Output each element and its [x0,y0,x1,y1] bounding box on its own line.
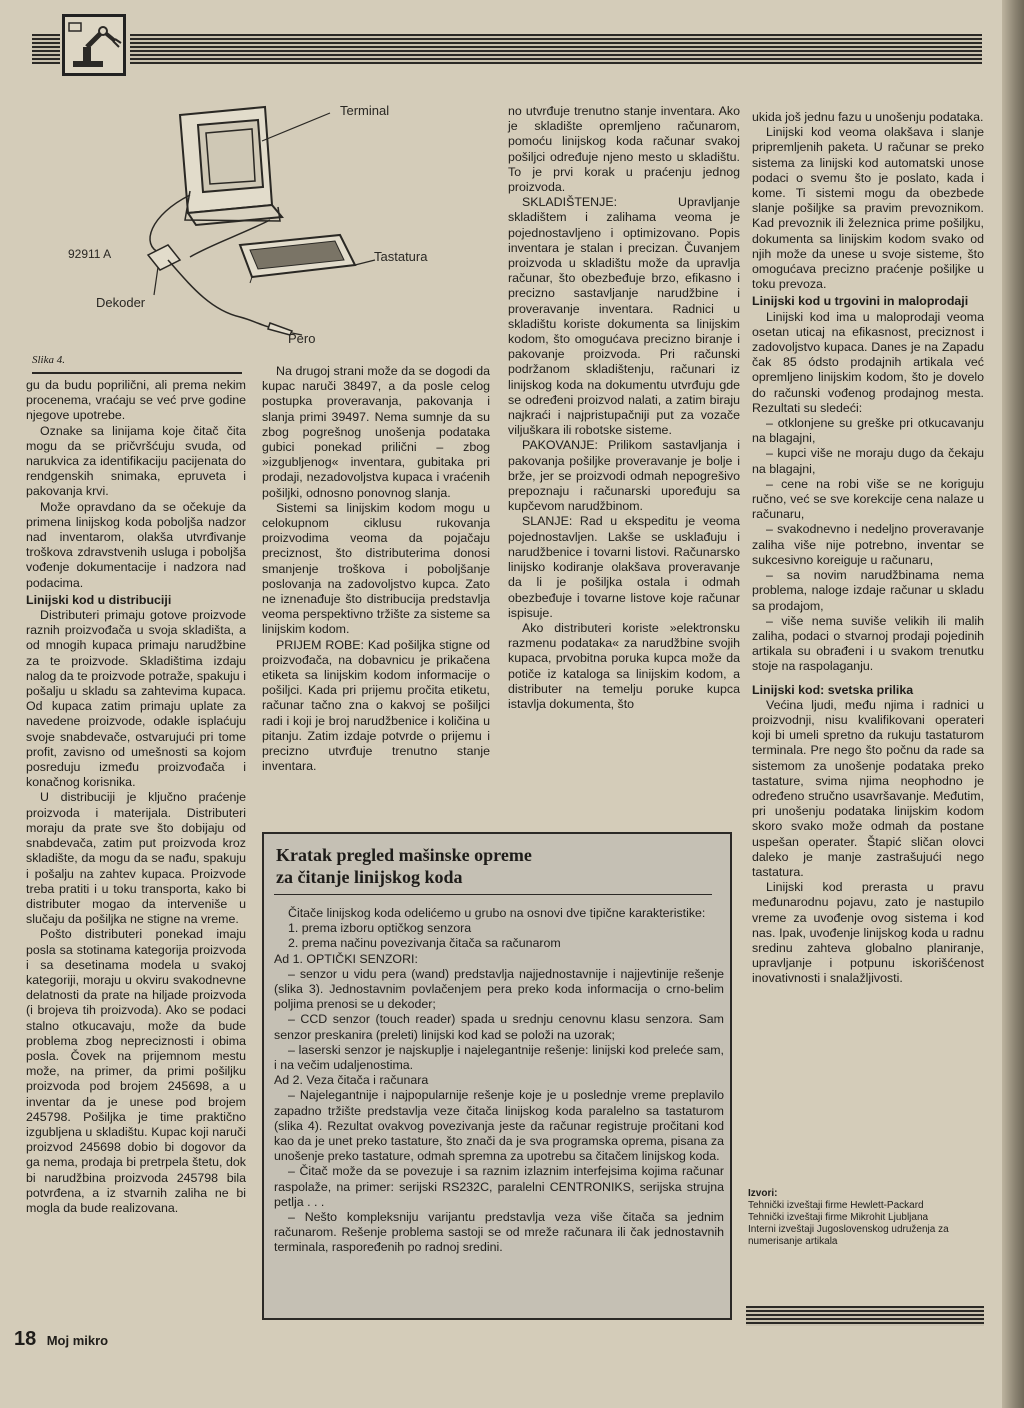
terminal-label: Terminal [340,103,390,118]
figure-caption: Slika 4. [32,354,65,366]
column-3 [508,104,740,712]
col1-paragraph: Oznake sa linijama koje čitač čita mogu da se pričvršćuju svuda, od narukvica za identifikaciju pacijenata do rendgenskih snimaka, epruveta i pakovanja krvi. [26,423,246,499]
box-paragraph: – laserski senzor je najskuplje i najelegantnije rešenje: linijski kod preleće sam, i na večim udaljenostima. [274,1042,724,1073]
source-item: Interni izveštaji Jugoslovenskog udruženja za numerisanje artikala [748,1224,949,1247]
box-paragraph: – Najelegantnije i najpopularnije rešenje koje je u poslednje vreme preplavilo zapadno tržište predstavlja veze čitača linijskog koda paralelno sa tastaturom (slika 4). Rezultat ovakvog povezivanja jeste da računar registruje pročitani kod kao da je unet preko tastature, što znači da je sva programska oprema, pisana za unošenje preko tastature, odmah spremna za upotrebu sa čitačem linijskog koda. [274,1088,724,1164]
box-list-item: 1. prema izboru optičkog senzora [288,921,472,936]
box-body [274,906,724,1256]
terminal-diagram-drawing [40,95,480,360]
col1-paragraph: Može opravdano da se očekuje da primena linijskog koda poboljša nadzor nad inventarom, olakša utvrđivanje troškova zdravstvenih usluga i poboljša vođenje dokumentacije i nadzora nad podacima. [26,499,246,590]
section-heading-distribution: Linijski kod u distribuciji [26,592,172,607]
box-paragraph: – CCD senzor (touch reader) spada u srednju cenovnu klasu senzora. Sam senzor preskanira (preleti) linijski kod kad se položi na uzorak; [274,1012,724,1042]
section-heading-retail: Linijski kod u trgovini in maloprodaji [752,294,969,309]
col1-paragraph: Distributeri primaju gotove proizvode raznih proizvođača u svoja skladišta, a od mnogih kupaca primaju narudžbine za te proizvode. Skladištima izdaju nalog da te proizvode potraže, spakuju i pošalju u skladu sa zahtevima kupaca. Od kupaca zatim primaju uplate za navedene proizvode, odakle isplaćuju svoje snabdevače, ostvarujući pri tome profit, zavisno od umešnosti sa kojom posreduju između proizvođača i konačnog korisnika. [26,608,246,790]
list-item: – kupci više ne moraju dugo da čekaju na blagajni, [752,446,984,476]
box-rule [274,894,712,895]
page-footer [14,1328,108,1351]
robot-arm-icon [62,14,126,76]
col3-paragraph: PAKOVANJE: Prilikom sastavljanja i pakovanja pošiljke proveravanje je bolje i brže, jer se proizvodi odmah nepogrešivo prepoznaju i računarski upoređuju sa kupčevom narudžbinom. [508,438,740,514]
box-list-item: 2. prema načinu povezivanja čitača sa računarom [288,936,561,951]
col1-paragraph: U distribuciji je ključno praćenje proizvoda i materijala. Distributeri moraju da prate sve što dobijaju od snabdevača, zatim put proizvoda kroz skladište, da mogu da se nađu, spakuju i pošalju na zahtev kupaca. Proizvode treba pratiti i u toku transporta, kako bi distributer mogao da interveniše u slučaju da pošiljka ne stigne na vreme. [26,790,246,927]
caption-rule [32,372,242,374]
box-paragraph: – Čitač može da se povezuje i sa raznim izlaznim interfejsima kojima računar raspolaže, na primer: serijski RS232C, paralelni CENTRONIKS, serijska strujna petlja . . . [274,1164,724,1209]
col4-paragraph: Linijski kod veoma olakšava i slanje pripremljenih paketa. U računar se preko sistema za linijski kod automatski unose podaci o svemu što je poslato, kada i kome. Ti sistemi mogu da obezbede slanje pošiljke sa pravim prevoznikom. Kad prevoznik ili železnica prime pošiljku, dokumenta sa linijskim kodom svako od njih može da unese u svoje sisteme, što omogućava precizno praćenje pošiljke u toku prevoza. [752,125,984,292]
pen-label: Pero [288,331,316,346]
footer-stripe [746,1306,984,1326]
box-heading: Ad 1. OPTIČKI SENZORI: [274,951,418,966]
sources-block [748,1188,980,1248]
list-item: – svakodnevno i nedeljno proveravanje zaliha više nije potrebno, inventar se sukcesivno koreiguje u računaru, [752,522,984,567]
col4-paragraph: ukida još jednu fazu u unošenju podataka. [752,110,984,124]
col3-paragraph: SKLADIŠTENJE: Upravljanje skladištem i zalihama veoma je pojednostavljeno i optimizovano. Popis inventara je stalan i precizan. Čuvanjem proizvoda u skladištu može da upravlja računar, što obezbeđuje brzo, efikasno i precizno sastavljanje narudžbine i proveravanje inventara. Radnici u skladištu koriste dokumenta sa linijskim kodom, što omogućava precizno biranje i pakovanje proizvoda. Pri računski podržanom skladištenju, računari iz linijskog koda na dokumentu utvrđuju gde se određeni proizvod nalati, a zatim biraju najkraći i najpristupačniji put za vozače viljuškara ili robotske sisteme. [508,195,740,438]
col2-paragraph: Sistemi sa linijskim kodom mogu u celokupnom ciklusu rukovanja proizvodima veoma da pojačaju preciznost, što distributerima donosi smanjenje troškova i poboljšanje poslovanja na zadovoljstvo kupca. Zato ne iznenađuje što distribucija predstavlja veoma perspektivno tržište za sisteme sa linijskim kodom. [262,500,490,637]
section-heading-world: Linijski kod: svetska prilika [752,682,914,697]
col3-paragraph: no utvrđuje trenutno stanje inventara. Ako je skladište opremljeno računarom, pomoću linijskog koda računar svakoj pošiljci određuje njeno mesto u skladištu. To je prvi korak u praćenju jednog proizvoda. [508,104,740,195]
source-item: Tehnički izveštaji firme Mikrohit Ljubljana [748,1212,929,1223]
list-item: – više nema suviše velikih ili malih zaliha, podaci o stvarnoj prodaji pojedinih artikala su obrađeni i u svakom trenutku stoje na raspolaganju. [752,613,984,674]
col2-paragraph: PRIJEM ROBE: Kad pošiljka stigne od proizvođača, na dobavnicu je prikačena etiketa sa linijskim kodom informacije o pošiljci. Kada pri prijemu pročita etiketu, računar tačno zna o kakvoj se pošiljci radi i koji je broj narudžbenice i količina u pitanju. Zatim izdaje potvrde o prijemu i precizno utvrđuje trenutno stanje inventara. [262,637,490,774]
decoder-label: Dekoder [96,295,146,310]
keyboard-label: Tastatura [374,249,428,264]
col2-paragraph: Na drugoj strani može da se dogodi da kupac naruči 38497, a da posle celog postupka proveravanja, pakovanja i slanja primi 39497. Nema sumnje da su zbog pogrešnog unošenja podataka gubici ponekad prilični – zbog »izgubljenog« inventara, gubitaka pri prodaji, nezadovoljstva kupaca i vraćenih pošiljki, odnosno ponovnog slanja. [262,364,490,500]
col1-paragraph: Pošto distributeri ponekad imaju posla sa stotinama kategorija proizvoda i sa desetinama modela u svakoj kategoriji, moraju u okviru svakodnevne delatnosti da prate na hiljade proizvoda (i brojeva tih proizvoda). Ako se podaci stalno otkucavaju, može da bude problema zbog nepreciznosti i obima posla. Čovek na prijemnom mestu može, na primer, da primi pošiljku proizvoda pod brojem 245698, a u inventar da je unese pod brojem 245798. Pošiljka je time praktično izgubljena u skladištu. Kupac koji naruči proizvod 245698 dobio bi dogovor da ga nema, prodaja bi pretrpela štetu, dok bi narudžbina proizvoda 245798 bila potvrđena, a iz stvarnih zaliha ne bi mogla da bude realizovana. [26,927,246,1215]
col4-paragraph: Linijski kod prerasta u pravu međunarodnu pojavu, zato je nastupilo vreme za uvođenje ovog sistema i kod nas. Ipak, uvođenje linijskog koda u radnu sredinu zahteva globalno planiranje, upravljanje i potpunu iskorišćenost inovativnosti i snalažljivosti. [752,880,984,986]
source-item: Tehnički izveštaji firme Hewlett-Packard [748,1200,924,1211]
magazine-name: Moj mikro [46,1333,109,1348]
terminal-diagram [40,95,480,360]
list-item: – otklonjene su greške pri otkucavanju na blagajni, [752,416,984,446]
column-4 [752,110,984,987]
col3-paragraph: SLANJE: Rad u ekspeditu je veoma pojednostavljen. Lakše se usklađuju i narudžbenice i tovarni listovi. Računarsko linijsko kodiranje olakšava proveravanje da li je pošiljka ostala i odmah obezbeđuje i tovarne listove koje računar ispisuje. [508,514,740,620]
column-2 [262,364,490,774]
box-heading: Ad 2. Veza čitača i računara [274,1073,429,1088]
col4-paragraph: Linijski kod ima u maloprodaji veoma osetan uticaj na efikasnost, preciznost i zadovoljstvo kupaca. Danes je na Zapadu čak 85 ódsto prodajnih artikala već opremljeno linijskim kodom, što je dovelo do računski vođenog prodajnog mesta. Rezultati su sledeći: [752,309,984,415]
hardware-overview-box [262,832,732,1320]
box-title-line: za čitanje linijskog koda [276,867,463,887]
list-item: – sa novim narudžbinama nema problema, naloge izdaje računar u skladu sa prodajom, [752,568,984,613]
page-spine-shadow [1002,0,1024,1408]
col1-paragraph: gu da budu poprilični, ali prema nekim procenema, vraćaju se već prve godine njegove upotrebe. [26,378,246,423]
header-stripe [130,34,982,64]
box-paragraph: Čitače linijskog koda odelićemo u grubo na osnovi dve tipične karakteristike: [288,906,706,920]
sources-title: Izvori: [748,1188,778,1199]
col4-paragraph: Većina ljudi, među njima i radnici u proizvodnji, nisu kvalifikovani operateri koji bi umeli spretno da rukuju tastaturom terminala. Pre nego što počnu da rade sa sistemom za unošenje podataka preko tastature, svima njima neophodno je određeno stručno usavršavanje. Međutim, pri unošenju podataka linijskim kodom skoro svako može odmah da postane uspešan operater. Štapić sličan olovci daleko je manje zastrašujući nego tastatura. [752,697,984,879]
list-item: – cene na robi više se ne koriguju ručno, već se sve korekcije cena nalaze u računaru, [752,476,984,522]
decoder-code-label: 92911 A [68,247,112,261]
page-number: 18 [14,1328,37,1350]
box-paragraph: – Nešto kompleksniju varijantu predstavlja veza više čitača sa jednim računarom. Rešenje problema sastoji se od mreže računara ili čak jednostavnih terminala, raspoređenih po radnoj sredini. [274,1210,724,1255]
box-title [276,844,532,888]
col3-paragraph: Ako distributeri koriste »elektronsku razmenu podataka« za narudžbine svojih kupaca, prvobitna poruka kupca može da potiče iz kataloga sa linijskim kodom, a distributer na temelju poruke kupca istavlja dokumenta, što [508,620,740,711]
column-1 [26,378,246,1216]
box-paragraph: – senzor u vidu pera (wand) predstavlja najjednostavnije i najjevtinije rešenje (slika 3). Jednostavnim povlačenjem pera preko koda informacija o crno-belim poljima prenosi se u dekoder; [274,966,724,1012]
box-title-line: Kratak pregled mašinske opreme [276,845,532,865]
header-stripe-left [32,34,60,64]
retail-benefits-list [752,416,984,674]
